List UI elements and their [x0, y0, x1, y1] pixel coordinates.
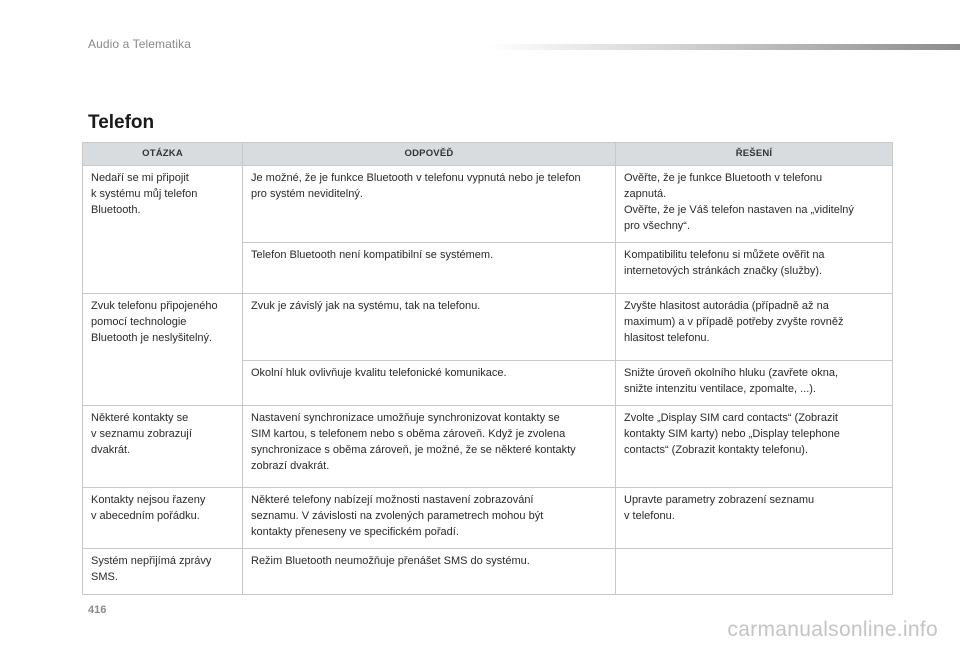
question-cell: Systém nepřijímá zprávy SMS. — [83, 549, 243, 595]
question-cell: Některé kontakty se v seznamu zobrazují dvakrát. — [83, 406, 243, 488]
table-row — [83, 406, 893, 488]
table-row — [83, 166, 893, 243]
answer-cell: Nastavení synchronizace umožňuje synchronizovat kontakty se SIM kartou, s telefonem nebo s oběma zároveň. Když je zvolena synchronizace s oběma zároveň, je možné, že se některé kontakty zobrazí dvakrát. — [243, 406, 616, 488]
table-row — [83, 549, 893, 595]
answer-cell: Některé telefony nabízejí možnosti nastavení zobrazování seznamu. V závislosti na zvolených parametrech mohou být kontakty přeneseny ve specifickém pořadí. — [243, 488, 616, 549]
solution-cell: Zvyšte hlasitost autorádia (případně až na maximum) a v případě potřeby zvyšte rovněž hlasitost telefonu. — [616, 294, 893, 361]
answer-cell: Zvuk je závislý jak na systému, tak na telefonu. — [243, 294, 616, 361]
troubleshooting-table — [82, 142, 893, 595]
answer-cell: Telefon Bluetooth není kompatibilní se systémem. — [243, 243, 616, 294]
page-number: 416 — [88, 604, 107, 616]
question-cell: Kontakty nejsou řazeny v abecedním pořádku. — [83, 488, 243, 549]
table-header-row — [83, 143, 893, 166]
solution-cell: Kompatibilitu telefonu si můžete ověřit na internetových stránkách značky (služby). — [616, 243, 893, 294]
answer-cell: Režim Bluetooth neumožňuje přenášet SMS do systému. — [243, 549, 616, 595]
solution-cell: Ověřte, že je funkce Bluetooth v telefonu zapnutá. Ověřte, že je Váš telefon nastaven na „viditelný pro všechny“. — [616, 166, 893, 243]
answer-cell: Okolní hluk ovlivňuje kvalitu telefonické komunikace. — [243, 361, 616, 406]
solution-cell: Snižte úroveň okolního hluku (zavřete okna, snižte intenzitu ventilace, zpomalte, ...). — [616, 361, 893, 406]
table-row — [83, 294, 893, 361]
watermark: carmanualsonline.info — [727, 618, 938, 641]
solution-cell: Zvolte „Display SIM card contacts“ (Zobrazit kontakty SIM karty) nebo „Display telephone contacts“ (Zobrazit kontakty telefonu). — [616, 406, 893, 488]
header-divider-bar — [488, 44, 960, 50]
column-header-question: OTÁZKA — [83, 143, 243, 166]
solution-cell — [616, 549, 893, 595]
question-cell: Nedaří se mi připojit k systému můj telefon Bluetooth. — [83, 166, 243, 294]
table-row — [83, 488, 893, 549]
solution-cell: Upravte parametry zobrazení seznamu v telefonu. — [616, 488, 893, 549]
answer-cell: Je možné, že je funkce Bluetooth v telefonu vypnutá nebo je telefon pro systém neviditelný. — [243, 166, 616, 243]
column-header-answer: ODPOVĚĎ — [243, 143, 616, 166]
section-title: Telefon — [88, 112, 155, 133]
question-cell: Zvuk telefonu připojeného pomocí technologie Bluetooth je neslyšitelný. — [83, 294, 243, 406]
header-title: Audio a Telematika — [88, 37, 191, 51]
column-header-solution: ŘEŠENÍ — [616, 143, 893, 166]
